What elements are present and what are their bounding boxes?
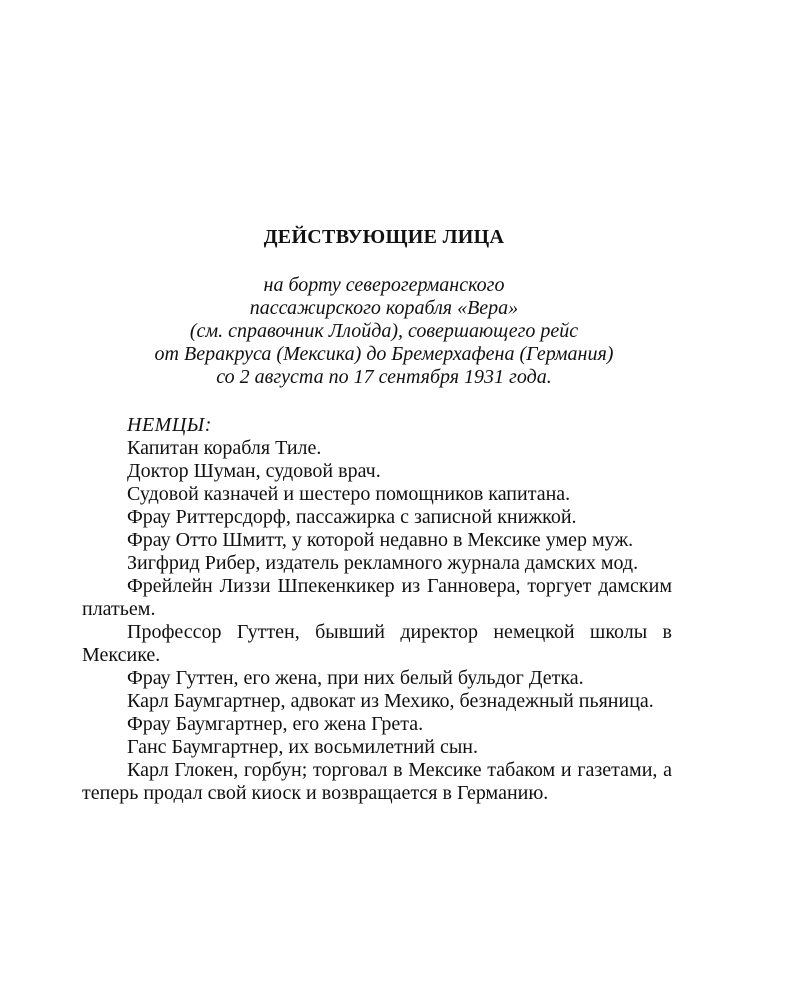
cast-entry: Судовой казначей и шестеро помощников капитана. — [127, 483, 571, 505]
cast-entry: Фрау Гуттен, его жена, при них белый бульдог Детка. — [127, 667, 584, 689]
cast-entry: Фрау Баумгартнер, его жена Грета. — [127, 713, 424, 735]
cast-entry: Профессор Гуттен, бывший директор немецкой школы в Мексике. — [82, 621, 672, 666]
subtitle-line: со 2 августа по 17 сентября 1931 года. — [216, 366, 552, 388]
subtitle-line: на борту северогерманского — [263, 274, 505, 296]
page-title: ДЕЙСТВУЮЩИЕ ЛИЦА — [263, 226, 505, 248]
cast-entry: Фрау Отто Шмитт, у которой недавно в Мексике умер муж. — [127, 529, 634, 551]
cast-entry: Карл Глокен, горбун; торговал в Мексике табаком и газетами, а теперь продал свой киоск и возвращается в Германию. — [82, 759, 672, 804]
cast-entry: Фрейлейн Лиззи Шпекенкикер из Ганновера, торгует дамским платьем. — [82, 575, 672, 620]
subtitle-line: пассажирского корабля «Вера» — [249, 297, 519, 319]
cast-entry: Карл Баумгартнер, адвокат из Мехико, безнадежный пьяница. — [127, 690, 654, 712]
cast-entry: Фрау Риттерсдорф, пассажирка с записной книжкой. — [127, 506, 577, 528]
cast-entry: Доктор Шуман, судовой врач. — [127, 460, 381, 482]
group-label: НЕМЦЫ: — [127, 414, 212, 436]
cast-entry: Ганс Баумгартнер, их восьмилетний сын. — [127, 736, 478, 758]
cast-entry: Капитан корабля Тиле. — [127, 437, 322, 459]
cast-list — [82, 414, 672, 805]
setting-description — [0, 274, 768, 389]
subtitle-line: от Веракруса (Мексика) до Бремерхафена (Германия) — [154, 343, 614, 365]
subtitle-line: (см. справочник Ллойда), совершающего рейс — [189, 320, 579, 342]
cast-entry: Зигфрид Рибер, издатель рекламного журнала дамских мод. — [127, 552, 639, 574]
